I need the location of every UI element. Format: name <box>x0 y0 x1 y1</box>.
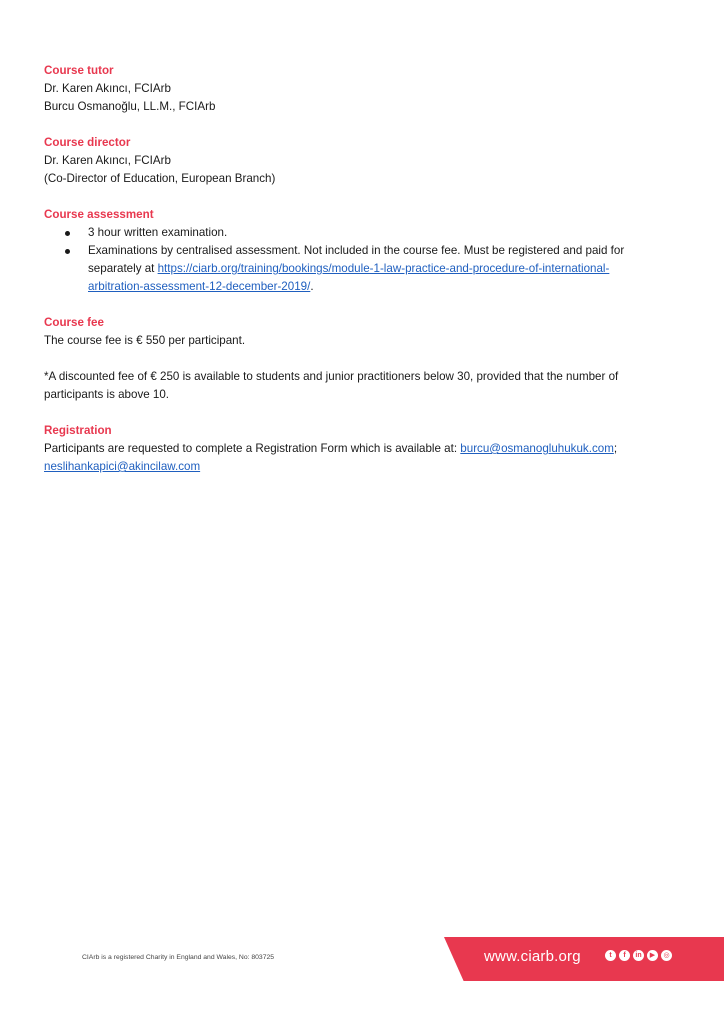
course-director-section <box>44 134 654 188</box>
registration-text: Participants are requested to complete a Registration Form which is available at: <box>44 442 461 455</box>
youtube-icon[interactable]: ▶ <box>647 950 658 961</box>
registration-heading: Registration <box>44 424 112 437</box>
assessment-bullet-2-prefix: separately at <box>88 262 158 275</box>
course-assessment-heading: Course assessment <box>44 208 154 221</box>
instagram-icon[interactable]: ◎ <box>661 950 672 961</box>
twitter-icon[interactable]: t <box>605 950 616 961</box>
assessment-link-part-2: arbitration-assessment-12-december-2019/ <box>88 280 311 293</box>
assessment-bullet-2-suffix: . <box>310 280 314 293</box>
assessment-link-part-1: https://ciarb.org/training/bookings/module-1-law-practice-and-procedure-of-international- <box>157 262 610 275</box>
registration-section <box>44 422 654 476</box>
paragraph-spacer <box>44 350 654 368</box>
assessment-list <box>44 224 654 296</box>
bullet-icon <box>65 231 70 236</box>
course-fee-heading: Course fee <box>44 316 104 329</box>
director-role: (Co-Director of Education, European Branch) <box>44 172 276 185</box>
registration-separator: ; <box>613 442 618 455</box>
discount-text-line-1: *A discounted fee of € 250 is available to students and junior practitioners below 30, provided that the number of <box>44 370 619 383</box>
tutor-name-1: Dr. Karen Akıncı, FCIArb <box>44 82 171 95</box>
document-content <box>44 62 654 494</box>
course-fee-section <box>44 314 654 404</box>
list-item <box>44 224 654 242</box>
linkedin-icon[interactable]: in <box>633 950 644 961</box>
charity-note: CIArb is a registered Charity in England and Wales, No: 803725 <box>82 954 275 961</box>
course-tutor-section <box>44 62 654 116</box>
tutor-name-2: Burcu Osmanoğlu, LL.M., FCIArb <box>44 100 216 113</box>
bullet-icon <box>65 249 70 254</box>
course-fee-text: The course fee is € 550 per participant. <box>44 334 246 347</box>
facebook-icon[interactable]: f <box>619 950 630 961</box>
registration-email-1-link[interactable]: burcu@osmanogluhukuk.com <box>460 442 614 455</box>
social-icons <box>605 950 672 961</box>
director-name: Dr. Karen Akıncı, FCIArb <box>44 154 171 167</box>
course-tutor-heading: Course tutor <box>44 64 114 77</box>
assessment-bullet-1: 3 hour written examination. <box>88 226 228 239</box>
assessment-bullet-2-line-1: Examinations by centralised assessment. Not included in the course fee. Must be registered and paid for <box>88 244 625 257</box>
registration-email-2-link[interactable]: neslihankapici@akincilaw.com <box>44 460 201 473</box>
course-assessment-section <box>44 206 654 296</box>
discount-text-line-2: participants is above 10. <box>44 388 170 401</box>
list-item <box>44 242 654 296</box>
course-director-heading: Course director <box>44 136 131 149</box>
footer-website-link[interactable]: www.ciarb.org <box>484 948 581 965</box>
assessment-booking-link[interactable] <box>88 262 609 293</box>
